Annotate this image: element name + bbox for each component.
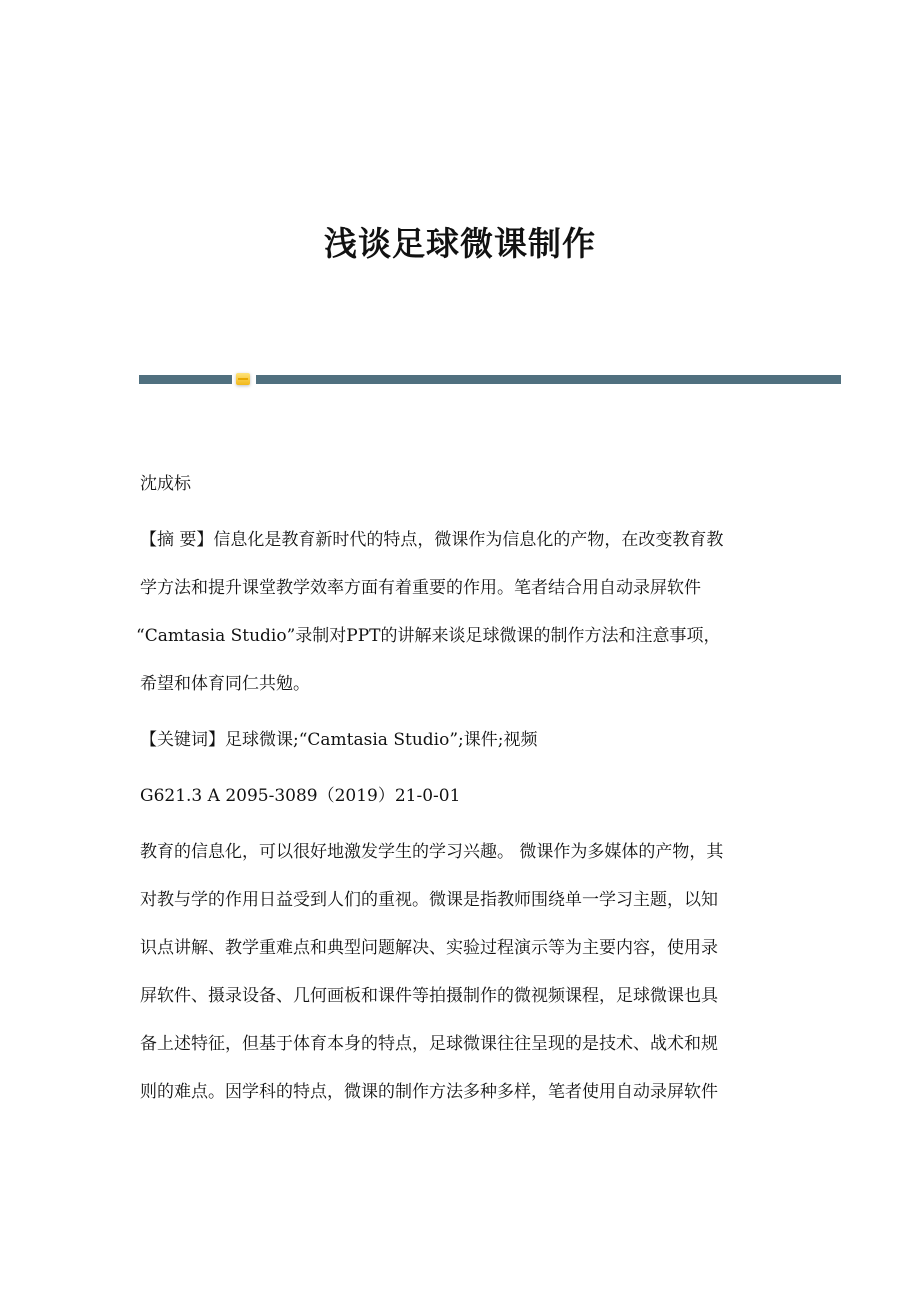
divider-ornament-icon: [236, 373, 250, 385]
abstract-line: “Camtasia Studio”录制对PPT的讲解来谈足球微课的制作方法和注意事项，: [136, 626, 721, 646]
body-line: 教育的信息化，可以很好地激发学生的学习兴趣。 微课作为多媒体的产物，其: [140, 842, 724, 862]
document-title: 浅谈足球微课制作: [324, 224, 596, 263]
abstract-line: 【摘 要】信息化是教育新时代的特点，微课作为信息化的产物，在改变教育教: [140, 530, 724, 550]
body-line: 对教与学的作用日益受到人们的重视。微课是指教师围绕单一学习主题，以知: [140, 890, 718, 910]
abstract-line: 学方法和提升课堂教学效率方面有着重要的作用。笔者结合用自动录屏软件: [140, 578, 701, 598]
classification-code: G621.3 A 2095-3089（2019）21-0-01: [140, 786, 461, 806]
body-line: 识点讲解、教学重难点和典型问题解决、实验过程演示等为主要内容，使用录: [140, 938, 718, 958]
body-line: 则的难点。因学科的特点，微课的制作方法多种多样，笔者使用自动录屏软件: [140, 1082, 718, 1102]
author: 沈成标: [140, 474, 191, 494]
body-line: 备上述特征，但基于体育本身的特点，足球微课往往呈现的是技术、战术和规: [140, 1034, 718, 1054]
divider-right: [256, 375, 841, 384]
keywords: 【关键词】足球微课;“Camtasia Studio”;课件;视频: [140, 730, 538, 750]
divider-left: [139, 375, 232, 384]
body-line: 屏软件、摄录设备、几何画板和课件等拍摄制作的微视频课程，足球微课也具: [140, 986, 718, 1006]
abstract-line: 希望和体育同仁共勉。: [140, 674, 310, 694]
